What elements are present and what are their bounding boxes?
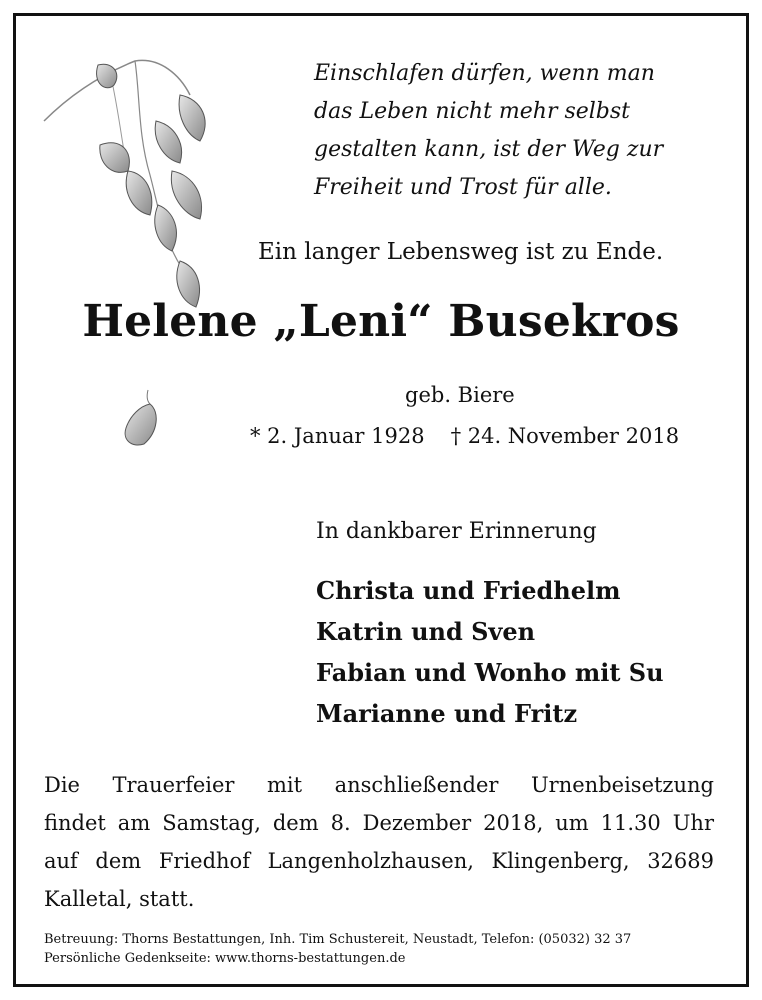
family-list [316,570,664,734]
thanks-line: In dankbarer Erinnerung [316,519,597,544]
born-name: geb. Biere [405,383,515,407]
memorial-page-link[interactable]: Persönliche Gedenkseite: www.thorns-bestattungen.de [44,951,406,966]
life-dates [250,424,705,448]
service-announcement [44,766,714,918]
death-date: † 24. November 2018 [450,424,680,448]
birth-date: * 2. Januar 1928 [250,424,425,448]
poem [314,55,734,207]
family-member: Fabian und Wonho mit Su [316,658,664,687]
service-line: findet am Samstag, dem 8. Dezember 2018, um 11.30 Uhr [44,811,714,835]
poem-line: gestalten kann, ist der Weg zur [314,137,664,162]
poem-line: Freiheit und Trost für alle. [314,175,612,200]
deceased-name: Helene „Leni“ Busekros [82,296,680,347]
service-line: Die Trauerfeier mit anschließender Urnenbeisetzung [44,773,714,797]
service-line: Kalletal, statt. [44,887,195,911]
family-member: Marianne und Fritz [316,699,578,728]
poem-line: Einschlafen dürfen, wenn man [314,61,655,86]
poem-line: das Leben nicht mehr selbst [314,99,631,124]
falling-leaf-icon [118,388,164,452]
funeral-home-info: Betreuung: Thorns Bestattungen, Inh. Tim Schustereit, Neustadt, Telefon: (05032) 32 37 [44,932,632,947]
lead-sentence: Ein langer Lebensweg ist zu Ende. [258,239,664,265]
footer [44,930,631,968]
birch-branch-icon [40,55,220,315]
service-line: auf dem Friedhof Langenholzhausen, Klingenberg, 32689 [44,849,714,873]
family-member: Christa und Friedhelm [316,576,621,605]
family-member: Katrin und Sven [316,617,536,646]
